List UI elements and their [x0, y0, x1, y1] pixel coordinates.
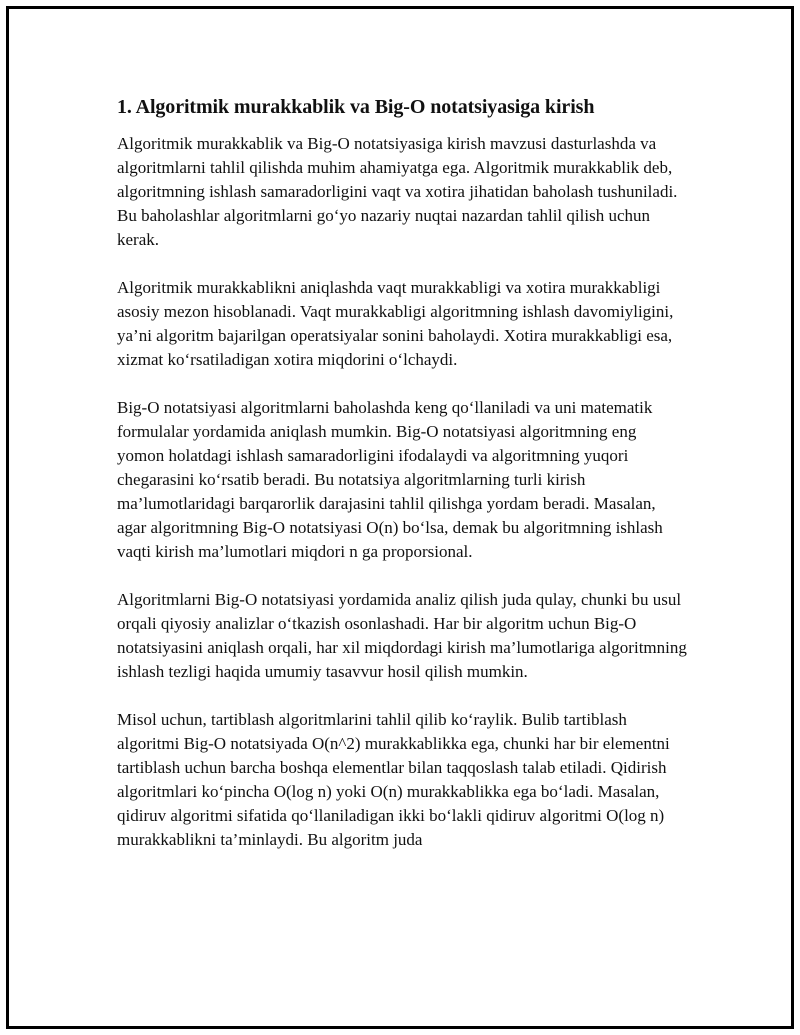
paragraph-3: Big-O notatsiyasi algoritmlarni baholashda keng qo‘llaniladi va uni matematik formulalar yordamida aniqlash mumkin. Big-O notatsiyasi algoritmning eng yomon holatdagi ishlash samaradorligini ifodalaydi va algoritmning yuqori chegarasini ko‘rsatib beradi. Bu notatsiya algoritmlarning turli kirish ma’lumotlaridagi barqarorlik darajasini tahlil qilishga yordam beradi. Masalan, agar algoritmning Big-O notatsiyasi O(n) bo‘lsa, demak bu algoritmning ishlash vaqti kirish ma’lumotlari miqdori n ga proporsional.	[117, 398, 663, 561]
paragraph-1: Algoritmik murakkablik va Big-O notatsiyasiga kirish mavzusi dasturlashda va algoritmlarni tahlil qilishda muhim ahamiyatga ega. Algoritmik murakkablik deb, algoritmning ishlash samaradorligini vaqt va xotira jihatidan baholash tushuniladi. Bu baholashlar algoritmlarni go‘yo nazariy nuqtai nazardan tahlil qilish uchun kerak.	[117, 134, 678, 249]
paragraph-2: Algoritmik murakkablikni aniqlashda vaqt murakkabligi va xotira murakkabligi asosiy mezon hisoblanadi. Vaqt murakkabligi algoritmning ishlash davomiyligini, ya’ni algoritm bajarilgan operatsiyalar sonini baholaydi. Xotira murakkabligi esa, xizmat ko‘rsatiladigan xotira miqdorini o‘lchaydi.	[117, 278, 674, 369]
paragraph-5: Misol uchun, tartiblash algoritmlarini tahlil qilib ko‘raylik. Bulib tartiblash algoritmi Big-O notatsiyada O(n^2) murakkablikka ega, chunki har bir elementni tartiblash uchun barcha boshqa elementlar bilan taqqoslash talab etiladi. Qidirish algoritmlari ko‘pincha O(log n) yoki O(n) murakkablikka ega bo‘ladi. Masalan, qidiruv algoritmi sifatida qo‘llaniladigan ikki bo‘lakli qidiruv algoritmi O(log n) murakkablikni ta’minlaydi. Bu algoritm juda	[117, 710, 670, 849]
section-heading: 1. Algoritmik murakkablik va Big-O notatsiyasiga kirish	[117, 96, 595, 118]
document-body	[117, 92, 687, 876]
paragraph-4: Algoritmlarni Big-O notatsiyasi yordamida analiz qilish juda qulay, chunki bu usul orqali qiyosiy analizlar o‘tkazish osonlashadi. Har bir algoritm uchun Big-O notatsiyasini aniqlash orqali, har xil miqdordagi kirish ma’lumotlariga algoritmning ishlash tezligi haqida umumiy tasavvur hosil qilish mumkin.	[117, 590, 687, 681]
